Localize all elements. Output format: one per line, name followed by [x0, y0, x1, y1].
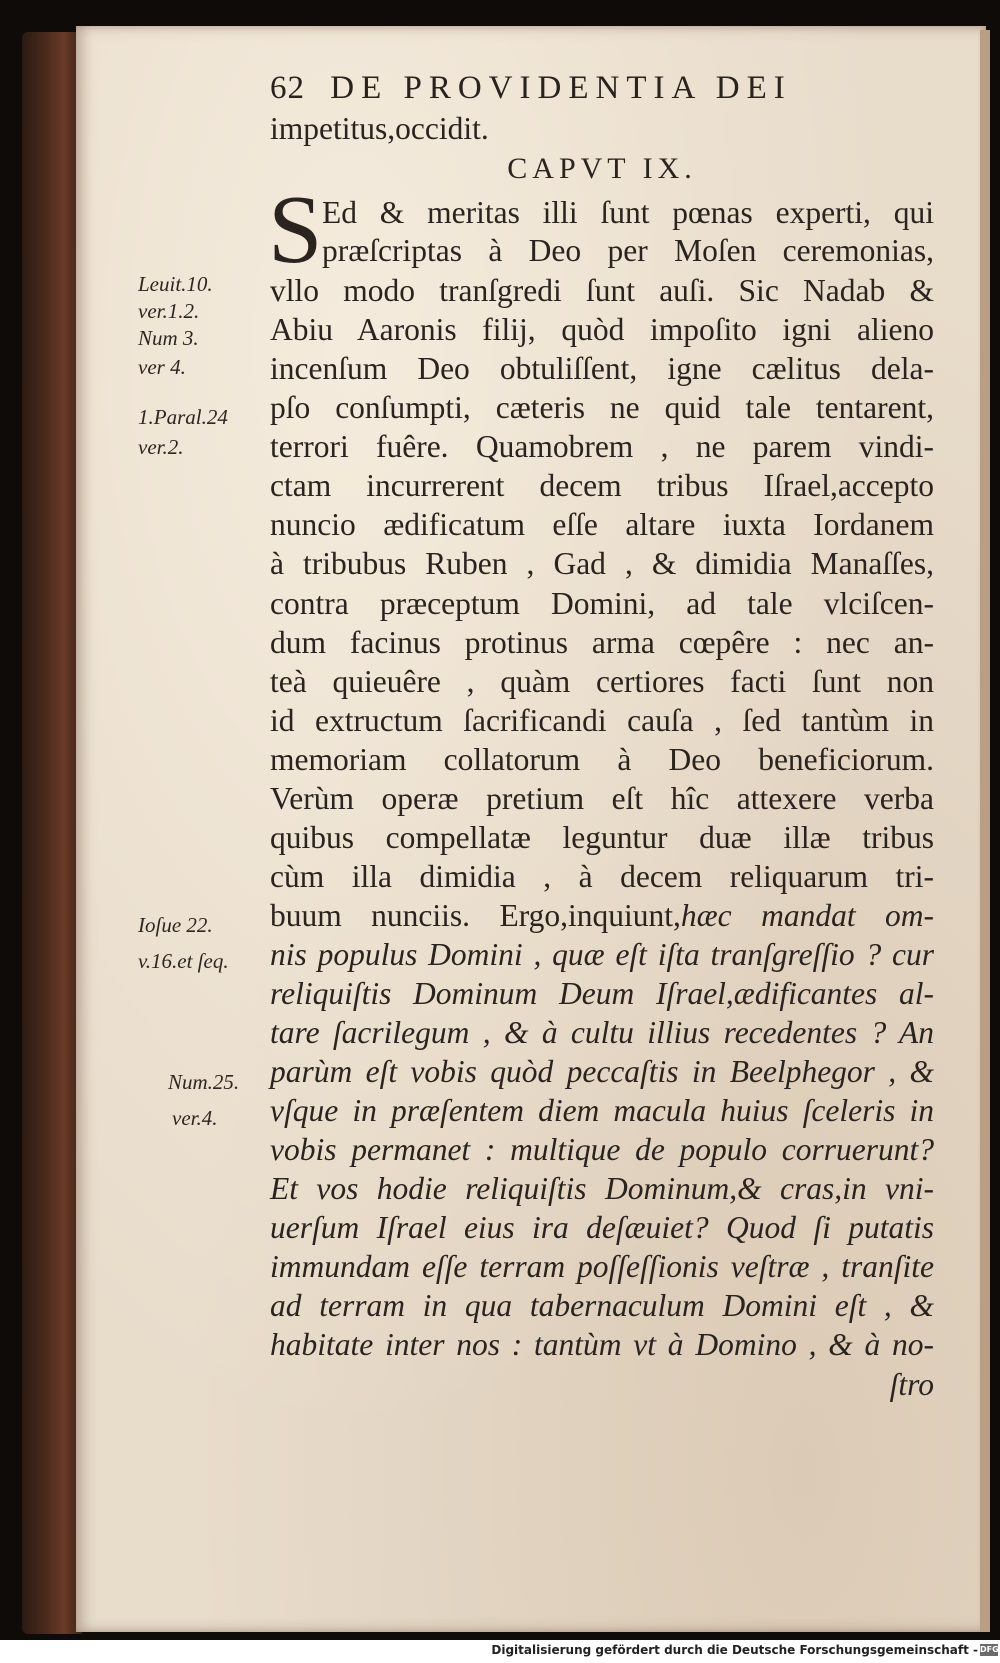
chapter-title: CAPVT IX. [507, 152, 697, 185]
running-title: DE PROVIDENTIA DEI [330, 70, 792, 106]
text-line-italic: nis populus Domini , quæ eſt iſta tranſgreſſio ? cur [270, 937, 934, 972]
text-line: ctam incurrerent decem tribus Iſrael,accepto [270, 468, 934, 503]
book-binding-edge [22, 32, 82, 1634]
text-segment-roman: buum nunciis. Ergo,inquiunt, [270, 898, 681, 933]
text-line-italic: ad terram in qua tabernaculum Domini eſt , & [270, 1288, 934, 1323]
text-line: Ed & meritas illi ſunt pœnas experti, qui [322, 195, 934, 230]
text-line: quibus compellatæ leguntur duæ illæ tribus [270, 820, 934, 855]
margin-note: v.16.et ſeq. [138, 949, 229, 973]
margin-note: Leuit.10. [138, 272, 213, 296]
margin-note: ver 4. [138, 355, 186, 379]
margin-note: 1.Paral.24 [138, 405, 228, 429]
text-line: Verùm operæ pretium eſt hîc attexere verba [270, 781, 934, 816]
text-line: præſcriptas à Deo per Moſen ceremonias, [322, 233, 934, 268]
text-line-italic: parùm eſt vobis quòd peccaſtis in Beelphegor , & [270, 1054, 934, 1089]
text-line: cùm illa dimidia , à decem reliquarum tri- [270, 859, 934, 894]
text-line-italic: vobis permanet : multique de populo corruerunt? [270, 1132, 934, 1167]
page-number: 62 [270, 70, 305, 106]
text-line: Abiu Aaronis filij, quòd impoſito igni alieno [270, 312, 934, 347]
margin-note: Ioſue 22. [138, 913, 213, 937]
text-line: nuncio ædificatum eſſe altare iuxta Iordanem [270, 507, 934, 542]
text-line: à tribubus Ruben , Gad , & dimidia Manaſſes, [270, 546, 934, 581]
text-line: pſo conſumpti, cæteris ne quid tale tentarent, [270, 390, 934, 425]
drop-cap: S [268, 176, 323, 284]
text-segment-italic: hæc mandat om- [680, 898, 934, 933]
margin-note: ver.2. [138, 435, 184, 459]
dfg-logo-icon: DFG [980, 1645, 999, 1654]
text-line: memoriam collatorum à Deo beneficiorum. [270, 742, 934, 777]
text-line: dum facinus protinus arma cœpêre : nec an- [270, 625, 934, 660]
text-line-italic: habitate inter nos : tantùm vt à Domino , & à no- [270, 1327, 934, 1362]
text-line: terrori fuêre. Quamobrem , ne parem vindi- [270, 429, 934, 464]
text-line-italic: uerſum Iſrael eius ira deſæuiet? Quod ſi putatis [270, 1210, 934, 1245]
margin-note: ver.1.2. [138, 299, 200, 323]
text-line: contra præceptum Domini, ad tale vlciſcen- [270, 586, 934, 621]
text-line: incenſum Deo obtuliſſent, igne cælitus dela- [270, 351, 934, 386]
text-line-mixed [270, 897, 934, 935]
margin-note: ver.4. [172, 1106, 218, 1130]
margin-note: Num.25. [168, 1070, 240, 1094]
text-line-italic: vſque in præſentem diem macula huius ſceleris in [270, 1093, 934, 1128]
page-fore-edge [980, 30, 990, 1632]
catchword: ſtro [889, 1367, 934, 1402]
text-line-italic: tare ſacrilegum , & à cultu illius recedentes ? An [270, 1015, 934, 1050]
text-line-italic: reliquiſtis Dominum Deum Iſrael,ædificantes al- [270, 976, 934, 1011]
text-line-italic: immundam eſſe terram poſſeſſionis veſtræ , tranſite [270, 1249, 934, 1284]
margin-note: Num 3. [138, 326, 199, 350]
text-line: impetitus,occidit. [270, 111, 489, 146]
text-line-italic: Et vos hodie reliquiſtis Dominum,& cras,in vni- [270, 1171, 934, 1206]
text-line: id extructum ſacrificandi cauſa , ſed tantùm in [270, 703, 934, 738]
text-line: teà quieuêre , quàm certiores facti ſunt non [270, 664, 934, 699]
text-line: vllo modo tranſgredi ſunt auſi. Sic Nadab & [270, 273, 934, 308]
footer-bar [0, 1640, 1000, 1663]
funding-credit: Digitalisierung gefördert durch die Deutsche Forschungsgemeinschaft - [491, 1643, 978, 1657]
running-header [270, 70, 940, 110]
